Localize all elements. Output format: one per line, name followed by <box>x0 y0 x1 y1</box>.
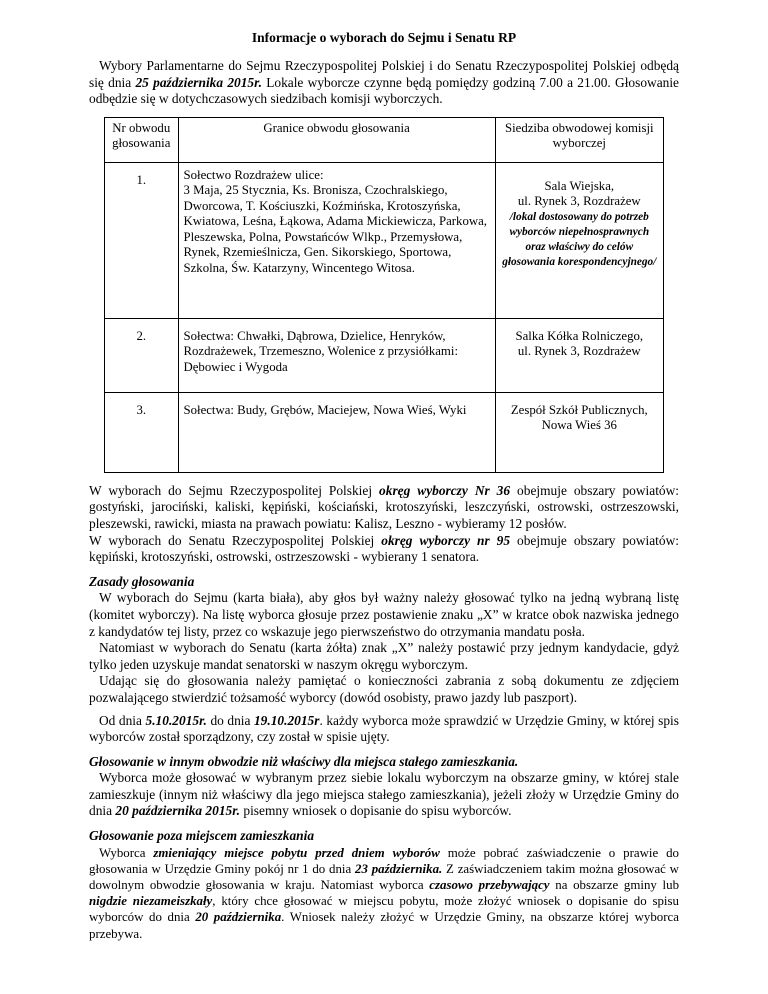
row-siedziba-text: Sala Wiejska, ul. Rynek 3, Rozdrażew <box>517 178 641 209</box>
senat-text-1: W wyborach do Senatu Rzeczypospolitej Polskiej <box>89 532 382 548</box>
p4-date-from: 5.10.2015r. <box>145 712 207 728</box>
election-date: 25 października 2015r. <box>135 74 262 90</box>
row-granice <box>178 392 495 472</box>
intro-text-2: Lokale wyborcze czynne będą pomiędzy godziną 7.00 a 21.00. Głosowanie odbędzie się w dotychczasowych siedzibach komisji wyborczych. <box>89 74 680 107</box>
poza-text-6: . Wniosek należy złożyć w Urzędzie Gminy, na obszarze której wyborca przebywa. <box>89 910 679 941</box>
zasady-paragraph-3: Udając się do głosowania należy pamiętać o konieczności zabrania z sobą dokumentu ze zdjęciem pozwalającego stwierdzić tożsamość wyborcy (dowód osobisty, prawo jazdy lub paszport). <box>89 673 679 705</box>
poza-text-4: na obszarze gminy lub <box>549 878 680 893</box>
districts-table <box>104 117 664 473</box>
row-granice <box>178 318 495 392</box>
header-granice: Granice obwodu głosowania <box>178 117 495 162</box>
row-nr: 2. <box>136 328 147 343</box>
header-siedziba: Siedziba obwodowej komisji wyborczej <box>495 117 663 162</box>
inny-text-1: Wyborca może głosować w wybranym przez siebie lokalu wyborczym na obszarze gminy, w której stale zamieszkuje (innym niż właściwy dla jego miejsca stałego zamieszkania), jeżeli złoży w Urzędzie Gminy do dnia <box>89 770 679 819</box>
table-row <box>105 318 664 392</box>
row-siedziba <box>495 162 663 318</box>
senat-paragraph <box>89 533 679 566</box>
senat-district: okręg wyborczy nr 95 <box>381 532 511 548</box>
inny-obwod-paragraph <box>89 770 679 820</box>
poza-bold-2: 23 października. <box>355 861 443 876</box>
inny-obwod-heading: Głosowanie w innym obwodzie niż właściwy dla miejsca stałego zamieszkania. <box>89 753 519 769</box>
poza-heading: Głosowanie poza miejscem zamieszkania <box>89 828 315 844</box>
table-row <box>105 392 664 472</box>
row-nr-cell <box>105 162 179 318</box>
poza-paragraph <box>89 845 679 942</box>
row-granice-text: Sołectwo Rozdrażew ulice: 3 Maja, 25 Stycznia, Ks. Bronisza, Czochralskiego, Dworcowa, T. Kościuszki, Koźmińska, Krotoszyńska, Kwiatowa, Leśna, Łąkowa, Adama Mickiewicza, Parkowa, Pleszewska, Polna, Powstańców Wlkp., Przemysłowa, Rynek, Rzemieślnicza, Gen. Sikorskiego, Sportowa, Szkolna, Św. Katarzyny, Wincentego Witosa. <box>183 167 487 275</box>
poza-text-5: , który chce głosować w miejscu pobytu, może złożyć wniosek o dopisanie do spisu wyborców do dnia <box>89 894 679 925</box>
zasady-paragraph-1: W wyborach do Sejmu (karta biała), aby głos był ważny należy głosować tylko na jedną wybraną listę (komitet wyborczy). Na listę wyborca głosuje przez postawienie znaku „X” w kratce obok nazwiska jednego z kandydatów tej listy, przez co wskazuje jego pierwszeństwo do otrzymania mandatu posła. <box>89 590 679 639</box>
p4-text-3: . każdy wyborca może sprawdzić w Urzędzie Gminy, w której spis wyborców został sporządzony, czy został w spisie ujęty. <box>89 712 679 745</box>
p4-text-2: do dnia <box>206 712 254 728</box>
poza-bold-5: 20 października <box>195 910 282 925</box>
sejm-district: okręg wyborczy Nr 36 <box>379 482 511 498</box>
row-siedziba-note: /lokal dostosowany do potrzeb wyborców niepełnosprawnych oraz właściwy do celów głosowania korespondencyjnego/ <box>502 210 657 268</box>
table-row <box>105 162 664 318</box>
p4-date-to: 19.10.2015r <box>253 712 320 728</box>
row-nr: 3. <box>136 402 147 417</box>
row-granice-text: Sołectwa: Chwałki, Dąbrowa, Dzielice, Henryków, Rozdrażewek, Trzemeszno, Wolenice z przysiółkami: Dębowiec i Wygoda <box>183 328 458 374</box>
inny-text-2: pisemny wniosek o dopisanie do spisu wyborców. <box>240 803 512 819</box>
intro-paragraph <box>89 58 679 108</box>
poza-text-3: Z zaświadczeniem takim można głosować w dowolnym obwodzie głosowania w kraju. Natomiast wyborca <box>89 861 679 893</box>
poza-text-1: Wyborca <box>99 845 154 860</box>
row-siedziba-text: Zespół Szkół Publicznych, Nowa Wieś 36 <box>510 402 648 433</box>
document-page <box>89 30 679 942</box>
table-header-row <box>105 117 664 162</box>
zasady-heading: Zasady głosowania <box>89 573 195 589</box>
row-siedziba-text: Salka Kółka Rolniczego, ul. Rynek 3, Rozdrażew <box>515 328 644 359</box>
intro-text-1: Wybory Parlamentarne do Sejmu Rzeczypospolitej Polskiej i do Senatu Rzeczypospolitej Polskiej odbędą się dnia <box>89 58 679 90</box>
poza-bold-4: nigdzie niezameiszkały <box>89 894 213 909</box>
poza-bold-1: zmieniający miejsce pobytu przed dniem wyborów <box>153 845 440 860</box>
poza-bold-3: czasowo przebywający <box>429 878 550 893</box>
page-title: Informacje o wyborach do Sejmu i Senatu RP <box>251 30 517 45</box>
row-siedziba <box>495 392 663 472</box>
sejm-text-1: W wyborach do Sejmu Rzeczypospolitej Polskiej <box>89 482 380 498</box>
zasady-paragraph-2: Natomiast w wyborach do Senatu (karta żółta) znak „X” należy postawić przy jednym kandydacie, gdyż tylko jeden uzyskuje mandat senatorski w naszym okręgu wyborczym. <box>89 640 679 672</box>
row-siedziba <box>495 318 663 392</box>
senat-text-2: obejmuje obszary powiatów: kępiński, krotoszyński, ostrowski, ostrzeszowski - wybierany 1 senatora. <box>89 532 679 565</box>
sejm-paragraph <box>89 483 679 533</box>
p4-text-1: Od dnia <box>99 712 146 728</box>
zasady-paragraph-4 <box>89 713 679 746</box>
poza-text-2: może pobrać zaświadczenie o prawie do głosowania w Urzędzie Gminy pokój nr 1 do dnia <box>89 845 679 876</box>
row-nr-cell <box>105 392 179 472</box>
header-nr: Nr obwodu głosowania <box>105 117 179 162</box>
row-nr: 1. <box>136 172 147 187</box>
row-nr-cell <box>105 318 179 392</box>
row-granice-text: Sołectwa: Budy, Grębów, Maciejew, Nowa Wieś, Wyki <box>183 402 467 417</box>
sejm-text-2: obejmuje obszary powiatów: gostyński, jarociński, kaliski, kępiński, kościański, krotoszyński, leszczyński, ostrowski, ostrzeszowski, pleszewski, rawicki, miasta na prawach powiatu: Kalisz, Leszno - wybieramy 12 posłów. <box>89 482 680 531</box>
inny-date: 20 października 2015r. <box>115 803 241 819</box>
row-granice <box>178 162 495 318</box>
